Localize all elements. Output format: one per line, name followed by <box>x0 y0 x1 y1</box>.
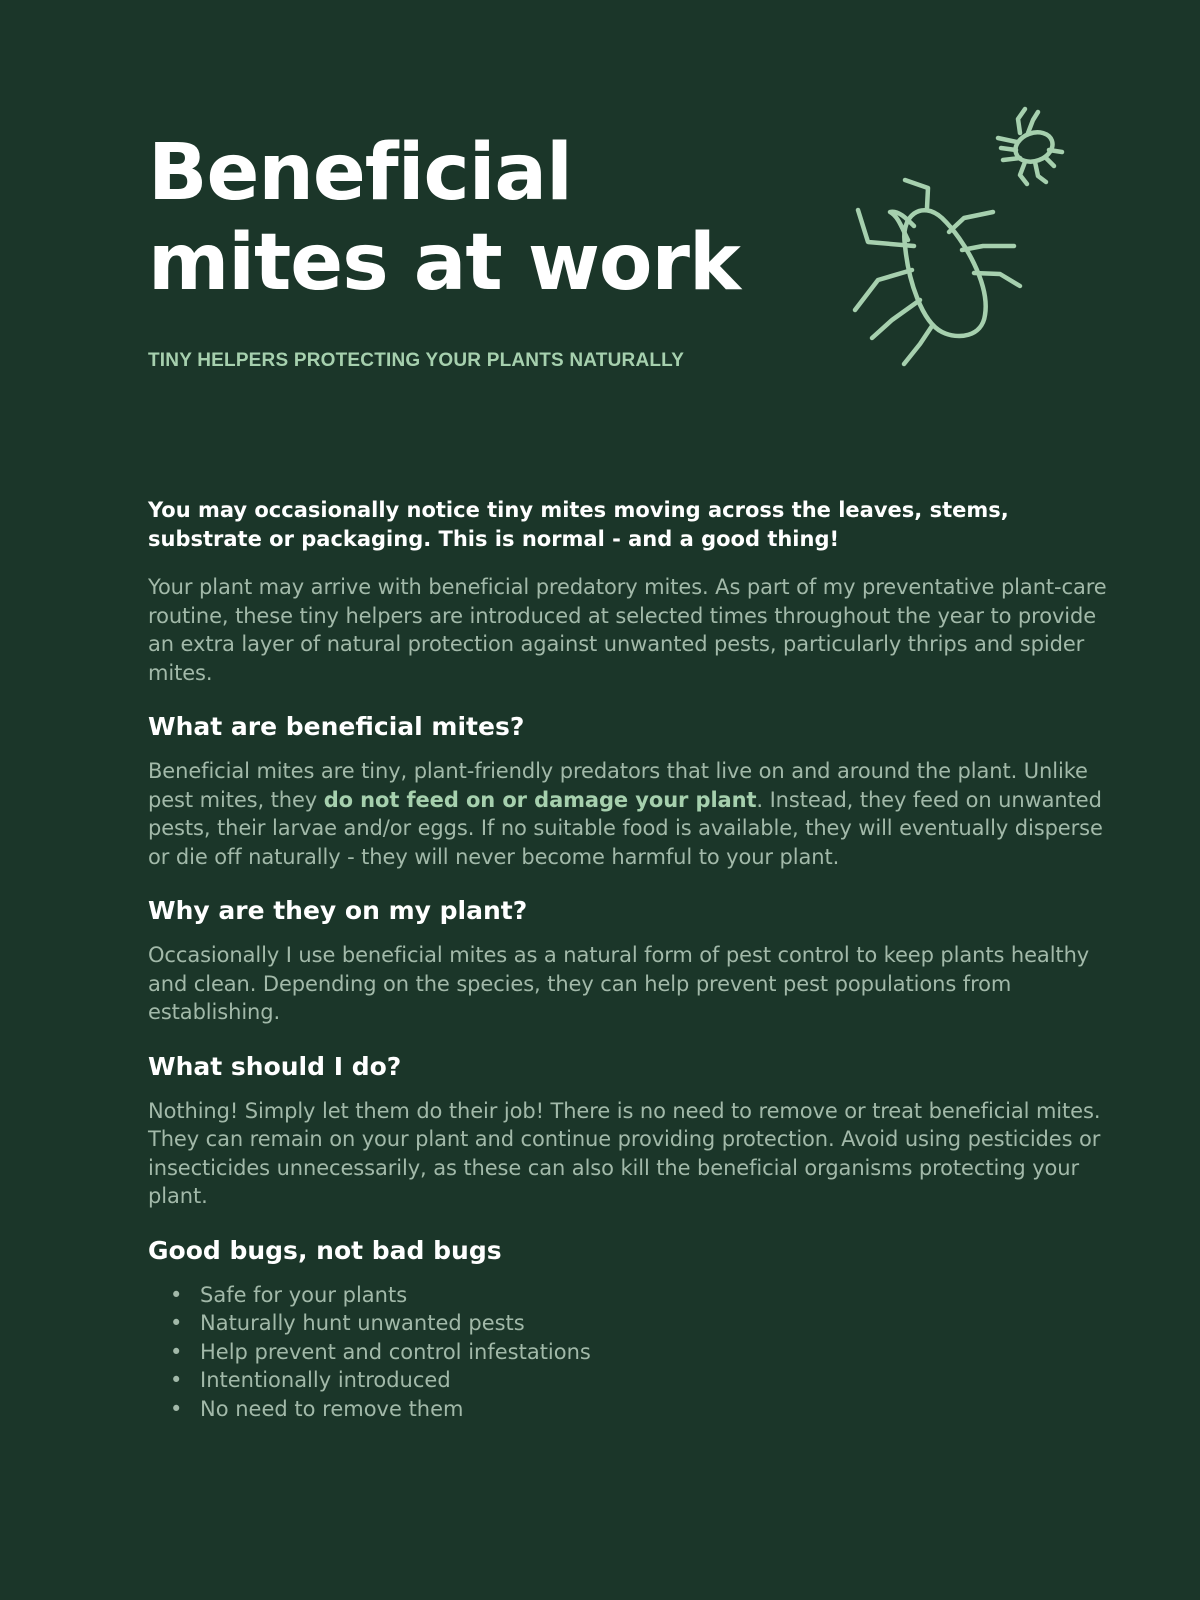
list-item: • Intentionally introduced <box>170 1366 1108 1395</box>
good-bugs-list <box>148 1281 1108 1424</box>
section-text-do: Nothing! Simply let them do their job! There is no need to remove or treat beneficial mites. They can remain on your plant and continue providing protection. Avoid using pesticides or insecticides unnecessarily, as these can also kill the beneficial organisms protecting your plant. <box>148 1098 1101 1208</box>
page-title <box>148 128 740 308</box>
title-line-2: mites at work <box>148 218 740 308</box>
list-item: • Help prevent and control infestations <box>170 1338 1108 1367</box>
section-heading-what: What are beneficial mites? <box>148 712 525 741</box>
page-subtitle: TINY HELPERS PROTECTING YOUR PLANTS NATURALLY <box>148 350 685 371</box>
content-area <box>148 496 1108 1423</box>
section-text-what <box>148 757 1108 871</box>
list-item: • Safe for your plants <box>170 1281 1108 1310</box>
section-heading-do: What should I do? <box>148 1051 402 1081</box>
section-heading-good: Good bugs, not bad bugs <box>148 1235 502 1265</box>
small-mite-icon <box>998 109 1062 184</box>
section-text-why: Occasionally I use beneficial mites as a natural form of pest control to keep plants healthy and clean. Depending on the species, they can help prevent pest populations from establishing. <box>148 943 1090 1024</box>
intro-paragraph: Your plant may arrive with beneficial predatory mites. As part of my preventative plant-care routine, these tiny helpers are introduced at selected times throughout the year to provide an extra layer of natural protection against unwanted pests, particularly thrips and spider mites. <box>148 575 1107 685</box>
list-item: • Naturally hunt unwanted pests <box>170 1309 1108 1338</box>
list-item: • No need to remove them <box>170 1395 1108 1424</box>
what-text-before: Beneficial mites are tiny, plant-friendly predators that live on and around the plant. Unlike pest mites, they <box>148 759 1088 812</box>
what-text-after: . Instead, they feed on unwanted pests, their larvae and/or eggs. If no suitable food is available, they will eventually disperse or die off naturally - they will never become harmful to your plant. <box>148 787 1103 869</box>
title-line-1: Beneficial <box>148 128 572 218</box>
large-mite-icon <box>855 180 1020 364</box>
what-emphasis: do not feed on or damage your plant <box>323 787 757 812</box>
section-heading-why: Why are they on my plant? <box>148 896 528 925</box>
intro-lead: You may occasionally notice tiny mites moving across the leaves, stems, substrate or packaging. This is normal - and a good thing! <box>148 498 1009 551</box>
mite-illustration <box>850 100 1090 380</box>
